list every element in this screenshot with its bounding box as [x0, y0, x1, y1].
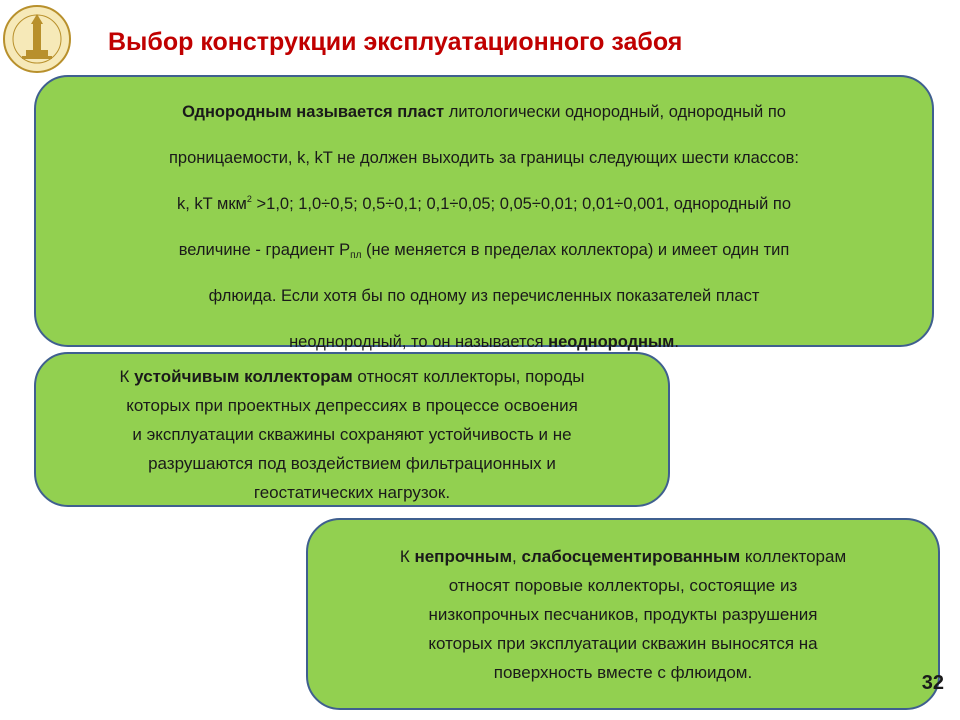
- definition-box-stable-reservoirs: [34, 352, 670, 507]
- box2-line-5: геостатических нагрузок.: [253, 483, 451, 502]
- university-seal-logo: [2, 4, 72, 74]
- box2-line-3: и эксплуатации скважины сохраняют устойчивость и не: [132, 425, 572, 444]
- page-number: 32: [921, 672, 944, 694]
- box3-line-5: поверхность вместе с флюидом.: [493, 663, 753, 682]
- box2-line-1: К устойчивым коллекторам относят коллекторы, породы: [119, 367, 585, 386]
- box1-line-4: величине - градиент $P_{пл}$ (не меняется в пределах коллектора) и имеет один тип: [178, 241, 790, 261]
- term-homogeneous: Однородным называется пласт: [182, 103, 445, 121]
- box3-line-3: низкопрочных песчаников, продукты разрушения: [428, 605, 818, 624]
- box1-line-2: проницаемости, k, kT не должен выходить за границы следующих шести классов:: [168, 149, 800, 167]
- box2-line-4: разрушаются под воздействием фильтрационных и: [148, 454, 556, 473]
- box2-line-2: которых при проектных депрессиях в процессе освоения: [126, 396, 578, 415]
- term-heterogeneous: неоднородным: [548, 333, 675, 351]
- box1-line-3: k, kT мкм$^2$ >1,0; 1,0÷0,5; 0,5÷0,1; 0,1÷0,05; 0,05÷0,01; 0,01÷0,001, однородный по: [176, 194, 792, 213]
- box3-line-1: К непрочным, слабосцементированным коллекторам: [399, 547, 847, 566]
- box1-line-6: неоднородный, то он называется неоднородным.: [289, 333, 679, 351]
- box1-line-5: флюида. Если хотя бы по одному из перечисленных показателей пласт: [208, 287, 760, 305]
- term-weak: непрочным: [414, 547, 513, 566]
- definition-box-weak-reservoirs: [306, 518, 940, 710]
- term-weakly-cemented: слабосцементированным: [521, 547, 741, 566]
- box3-line-2: относят поровые коллекторы, состоящие из: [448, 576, 798, 595]
- term-stable-reservoirs: устойчивым коллекторам: [134, 367, 353, 386]
- box1-line-1: Однородным называется пласт литологически однородный, однородный по: [182, 103, 786, 121]
- box3-line-4: которых при эксплуатации скважин выносятся на: [428, 634, 818, 653]
- definition-box-homogeneous: [34, 75, 934, 351]
- slide-title: Выбор конструкции эксплуатационного забоя: [108, 28, 683, 56]
